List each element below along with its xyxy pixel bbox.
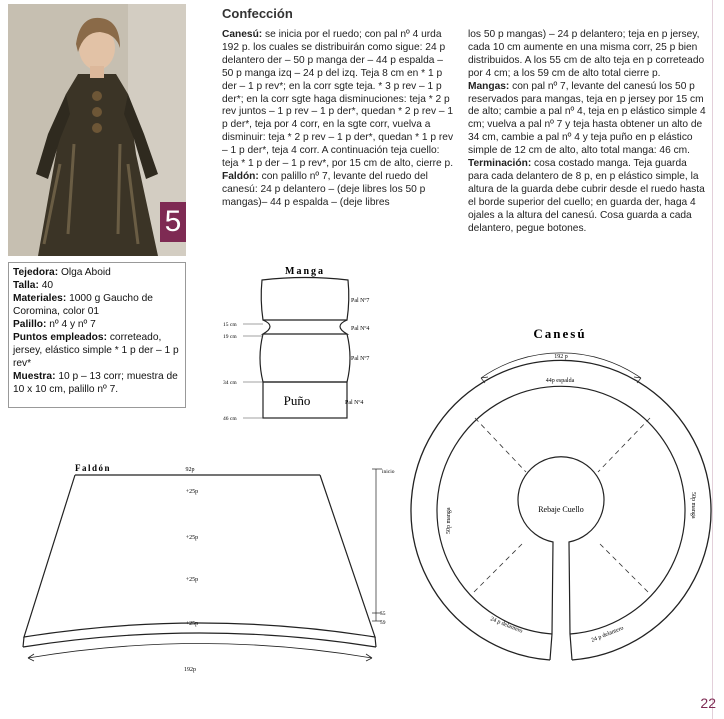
faldon-increase-2: +25p	[185, 535, 199, 541]
manga-measure-15: 15 cm	[223, 322, 237, 328]
canesu-top-count: 192 p	[554, 354, 568, 360]
manga-measure-19: 19 cm	[223, 334, 237, 340]
faldon-text: con palillo nº 7, levante del ruedo del canesú: 24 p delantero – (deje libres los 50 p mangas)– 44 p espalda – (deje libres	[222, 170, 428, 208]
instructions-column-1	[222, 29, 454, 210]
faldon-outline	[24, 475, 375, 637]
canesu-delantero-right: 24 p delantero	[590, 625, 625, 644]
section-heading: Confección	[222, 6, 293, 21]
canesu-espalda-label: 44p espalda	[545, 378, 575, 384]
mangas-label: Mangas:	[468, 80, 510, 92]
pattern-info-box	[8, 262, 186, 408]
manga-ribbing-band	[263, 320, 347, 334]
manga-pal4-bottom: Pal Nº4	[345, 400, 364, 406]
canesu-delantero-left: 24 p delantero	[489, 616, 524, 635]
model-photo	[8, 4, 186, 256]
manga-pal7-top: Pal Nº7	[351, 298, 370, 304]
faldon-continued-text: los 50 p mangas) – 24 p delantero; teja en p jersey, cada 10 cm aumente en una misma corr, 25 p bien distribuidos. A los 55 cm de alto teja en p correteado por 4 cm; a los 59 cm de alto total cierre p.	[468, 29, 705, 79]
canesu-manga-left: 50p manga	[446, 507, 452, 534]
manga-pal4-top: Pal Nº4	[351, 326, 370, 332]
info-tejedora: Tejedora: Olga Aboid	[13, 267, 111, 278]
terminacion-label: Terminación:	[468, 158, 532, 170]
info-muestra: Muestra: 10 p – 13 corr; muestra de 10 x 10 cm, palillo nº 7.	[13, 371, 178, 395]
canesu-label: Canesú:	[222, 29, 263, 40]
instructions-column-2	[468, 29, 708, 236]
info-palillo: Palillo: nº 4 y nº 7	[13, 319, 96, 330]
faldon-measure-59: 59	[380, 620, 386, 626]
canesu-title: Canesú	[533, 326, 587, 341]
faldon-diagram	[20, 455, 410, 685]
faldon-label: Faldón:	[222, 170, 259, 182]
manga-upper-section	[261, 278, 349, 321]
manga-measure-46: 46 cm	[223, 416, 237, 422]
manga-measure-34: 34 cm	[223, 380, 237, 386]
faldon-measure-55: 55	[380, 611, 386, 617]
canesu-neck-opening	[518, 457, 604, 634]
info-talla: Talla: 40	[13, 280, 54, 291]
rebaje-cuello-label: Rebaje Cuello	[538, 505, 584, 514]
manga-diagram	[215, 262, 385, 432]
faldon-inicio: inicio	[382, 469, 395, 475]
canesu-manga-right: 50p manga	[690, 492, 696, 519]
canesu-text: se inicia por el ruedo; con pal nº 4 urda 192 p. los cuales se distribuirán como sigue: 24 p delantero der – 50 p manga der – 44 p espalda – 50 p manga izq – 24 p del izq. Teja 8 cm en * 1 p der – 1 p rev*; en la corr sgte teja. * 3 p rev – 1 p der*; en la corr sgte haga disminuciones: teja * 2 p rev juntos – 1 p rev – 1 p der*, quedan * 2 p rev – 1 p der*, teja por 4 corr, en la sgte corr, vuelva a disminuir: teja * 2 p rev – 1 p der*, quedan * 1 p rev – 1 p der*, teja 4 corr. A continuación teja cuello: teja * 1 p der – 1 p rev*, por 15 cm de alto, cierre p.	[222, 29, 454, 170]
manga-lower-section	[260, 334, 350, 382]
page-edge-rule	[712, 0, 713, 719]
faldon-bottom-count: 192p	[184, 667, 196, 673]
faldon-increase-4: +25p	[185, 621, 199, 627]
info-materiales: Materiales: 1000 g Gaucho de Coromina, color 01	[13, 293, 153, 317]
mangas-text: con pal nº 7, levante del canesú los 50 p reservados para mangas, teja en p jersey por 15 cm de alto; cambie a pal nº 4, teja en p elástico simple 4 cm; vuelva a pal nº 7 y teja hasta obtener un alto de 34 cm, cambie a pal nº 4 y teja puño en p elástico simple de 12 cm de alto, alto total manga: 46 cm.	[468, 80, 706, 157]
terminacion-text: cosa costado manga. Teja guarda para cada delantero de 8 p, en p elástico simple, la altura de la guarda debe cubrir desde el ruedo hasta el borde superior del cuello; en guarda der, haga 4 ojales a la altura del canesú. Cosa guarda a cada delantero, pegue botones.	[468, 158, 705, 234]
faldon-increase-1: +25p	[185, 489, 199, 495]
puno-label: Puño	[283, 393, 311, 408]
page-number: 22	[700, 695, 716, 711]
faldon-title: Faldón	[75, 463, 112, 473]
faldon-top-count: 92p	[185, 467, 195, 473]
manga-title: Manga	[285, 266, 325, 277]
manga-pal7-mid: Pal Nº7	[351, 356, 370, 362]
info-puntos: Puntos empleados: correteado, jersey, elástico simple * 1 p der – 1 p rev*	[13, 332, 179, 369]
pattern-number-badge: 5	[160, 202, 186, 242]
canesu-diagram	[402, 322, 712, 667]
faldon-increase-3: +25p	[185, 577, 199, 583]
